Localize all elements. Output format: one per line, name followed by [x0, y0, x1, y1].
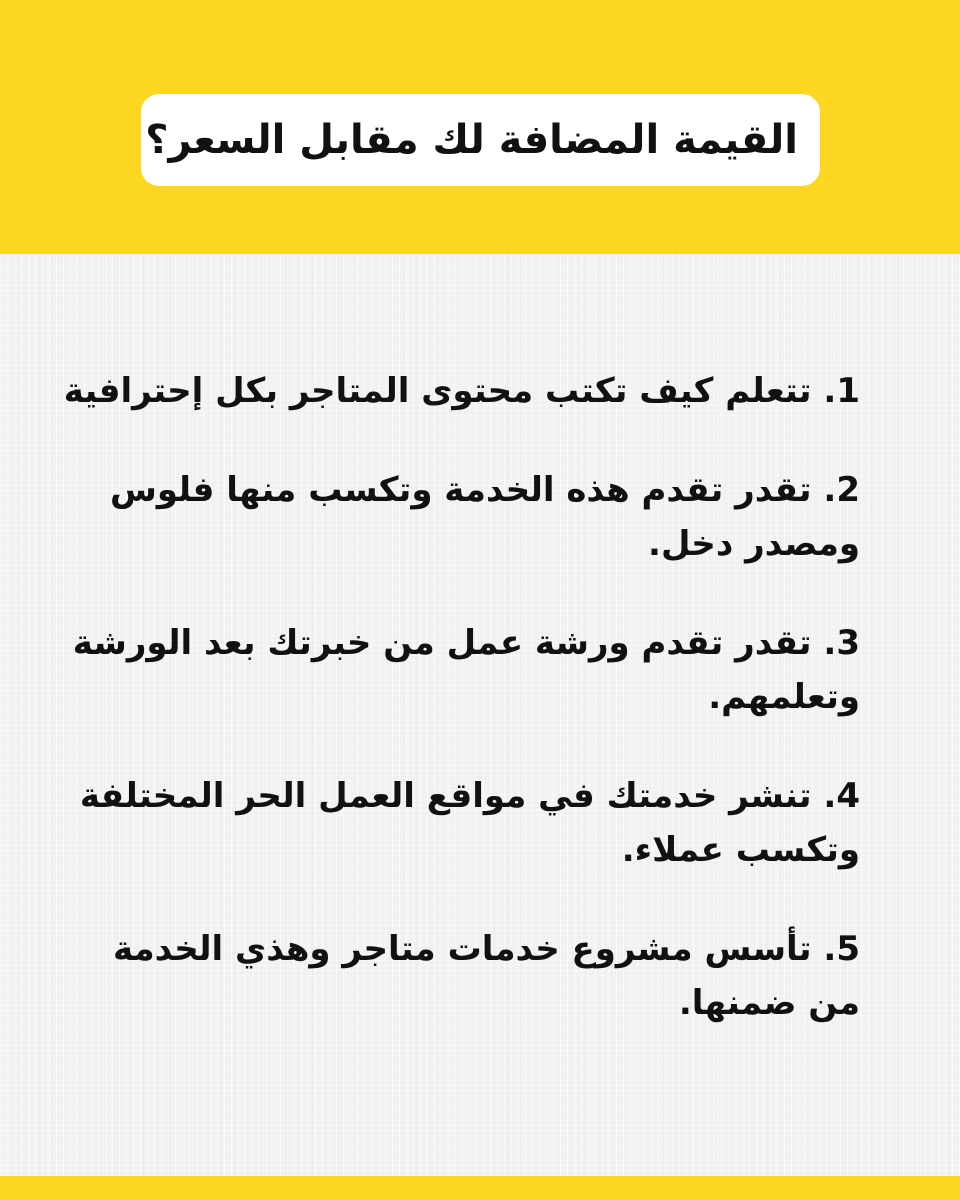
footer-bar: [0, 1176, 960, 1200]
value-list: [60, 364, 860, 1075]
list-item: 5. تأسس مشروع خدمات متاجر وهذي الخدمة من ضمنها.: [112, 929, 860, 1023]
content-panel: [0, 254, 960, 1176]
list-item: 1. تتعلم كيف تكتب محتوى المتاجر بكل إحترافية: [63, 371, 860, 411]
list-item: 2. تقدر تقدم هذه الخدمة وتكسب منها فلوس ومصدر دخل.: [110, 470, 860, 564]
list-item: 4. تنشر خدمتك في مواقع العمل الحر المختلفة وتكسب عملاء.: [79, 776, 860, 870]
page-title: القيمة المضافة لك مقابل السعر؟: [145, 117, 798, 163]
title-card: [141, 94, 820, 186]
list-item: 3. تقدر تقدم ورشة عمل من خبرتك بعد الورشة وتعلمهم.: [72, 623, 860, 717]
header-banner: [0, 0, 960, 254]
